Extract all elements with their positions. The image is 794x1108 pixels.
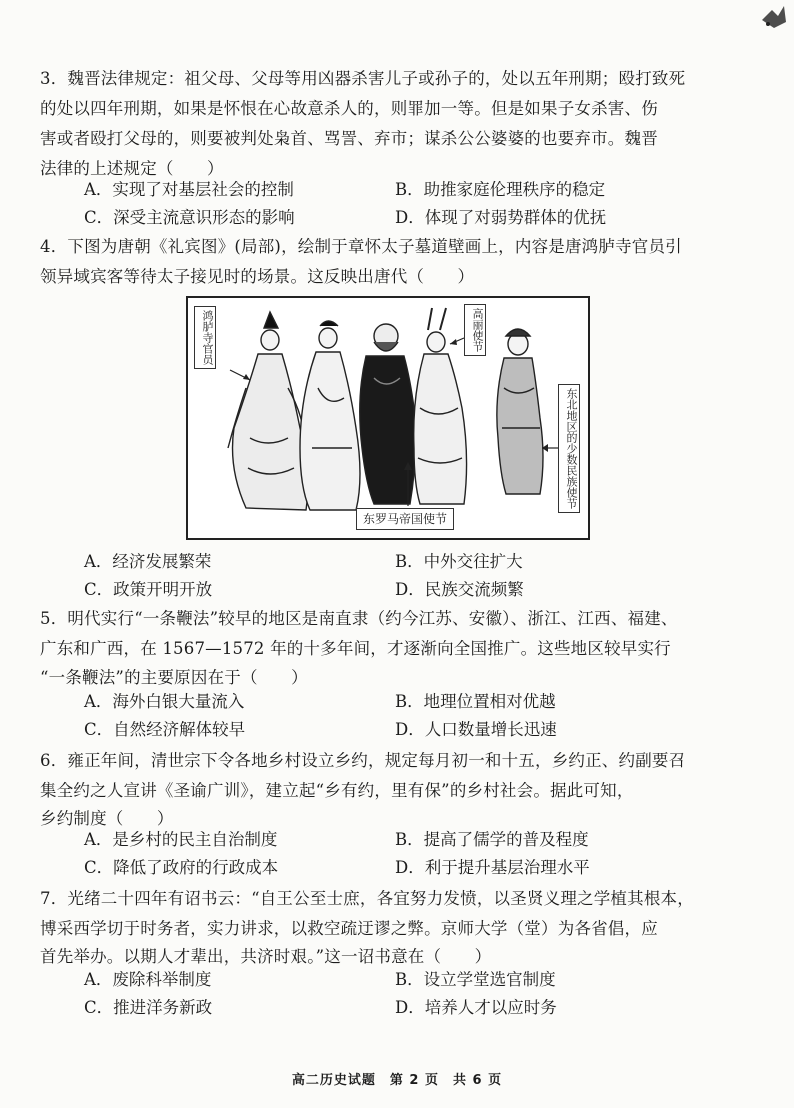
question-5-option-b[interactable]: B．地理位置相对优越	[395, 692, 556, 711]
question-6-option-b[interactable]: B．提高了儒学的普及程度	[395, 830, 589, 849]
painting-illustration	[188, 298, 588, 538]
question-5-stem-line-2: 广东和广西，在 1567—1572 年的十多年间，才逐渐向全国推广。这些地区较早实行	[40, 639, 671, 658]
label-byzantine-envoy: 东罗马帝国使节	[356, 508, 454, 530]
question-7-option-b[interactable]: B．设立学堂选官制度	[395, 970, 556, 989]
question-6-option-d[interactable]: D．利于提升基层治理水平	[395, 858, 590, 877]
question-7-option-c[interactable]: C．推进洋务新政	[84, 998, 213, 1017]
question-5-option-d[interactable]: D．人口数量增长迅速	[395, 720, 557, 739]
question-4-stem-line-2: 领异域宾客等待太子接见时的场景。这反映出唐代（ ）	[40, 267, 475, 286]
question-3-option-a[interactable]: A．实现了对基层社会的控制	[84, 180, 294, 199]
question-3-option-c[interactable]: C．深受主流意识形态的影响	[84, 208, 295, 227]
ritual-guest-painting-figure	[186, 296, 590, 540]
question-3-stem-line-3: 害或者殴打父母的，则要被判处枭首、骂詈、弃市；谋杀公公婆婆的也要弃市。魏晋	[40, 129, 658, 148]
question-6-option-c[interactable]: C．降低了政府的行政成本	[84, 858, 279, 877]
question-6-stem-line-3: 乡约制度（ ）	[40, 809, 174, 828]
question-7-stem-line-3: 首先举办。以期人才辈出，共济时艰。”这一诏书意在（ ）	[40, 947, 492, 966]
question-7-option-a[interactable]: A．废除科举制度	[84, 970, 212, 989]
question-7-stem-line-2: 博采西学切于时务者，实力讲求，以救空疏迂谬之弊。京师大学（堂）为各省倡，应	[40, 919, 658, 938]
question-4-option-c[interactable]: C．政策开明开放	[84, 580, 213, 599]
question-4-option-b[interactable]: B．中外交往扩大	[395, 552, 523, 571]
question-6-stem-line-2: 集全约之人宣讲《圣谕广训》，建立起“乡有约，里有保”的乡村社会。据此可知，	[40, 781, 634, 800]
question-5-option-c[interactable]: C．自然经济解体较早	[84, 720, 246, 739]
question-5-stem-line-1: 5．明代实行“一条鞭法”较早的地区是南直隶（约今江苏、安徽）、浙江、江西、福建、	[40, 609, 678, 628]
question-7-option-d[interactable]: D．培养人才以应时务	[395, 998, 557, 1017]
question-7-stem-line-1: 7．光绪二十四年有诏书云：“自王公至士庶，各宜努力发愤，以圣贤义理之学植其根本，	[40, 889, 694, 908]
question-5-option-a[interactable]: A．海外白银大量流入	[84, 692, 245, 711]
question-3-stem-line-2: 的处以四年刑期，如果是怀恨在心故意杀人的，则罪加一等。但是如果子女杀害、伤	[40, 99, 658, 118]
question-3-option-d[interactable]: D．体现了对弱势群体的优抚	[395, 208, 607, 227]
question-3-stem-line-4: 法律的上述规定（ ）	[40, 159, 224, 178]
question-3-stem-line-1: 3．魏晋法律规定：祖父母、父母等用凶器杀害儿子或孙子的，处以五年刑期；殴打致死	[40, 69, 686, 88]
question-5-stem-line-3: “一条鞭法”的主要原因在于（ ）	[40, 668, 308, 687]
label-honglusi-official: 鸿胪寺官员	[194, 306, 216, 369]
question-4-stem-line-1: 4．下图为唐朝《礼宾图》(局部)，绘制于章怀太子墓道壁画上，内容是唐鸿胪寺官员引	[40, 237, 682, 256]
question-4-option-d[interactable]: D．民族交流频繁	[395, 580, 524, 599]
question-4-option-a[interactable]: A．经济发展繁荣	[84, 552, 212, 571]
page-footer: 高二历史试题 第 2 页 共 6 页	[291, 1073, 503, 1088]
question-6-option-a[interactable]: A．是乡村的民主自治制度	[84, 830, 278, 849]
label-goryeo-envoy: 高丽使节	[464, 304, 486, 356]
question-6-stem-line-1: 6．雍正年间，清世宗下令各地乡村设立乡约，规定每月初一和十五，乡约正、约副要召	[40, 751, 686, 770]
label-northeast-minority-envoy: 东北地区的少数民族使节	[558, 384, 580, 513]
question-3-option-b[interactable]: B．助推家庭伦理秩序的稳定	[395, 180, 606, 199]
